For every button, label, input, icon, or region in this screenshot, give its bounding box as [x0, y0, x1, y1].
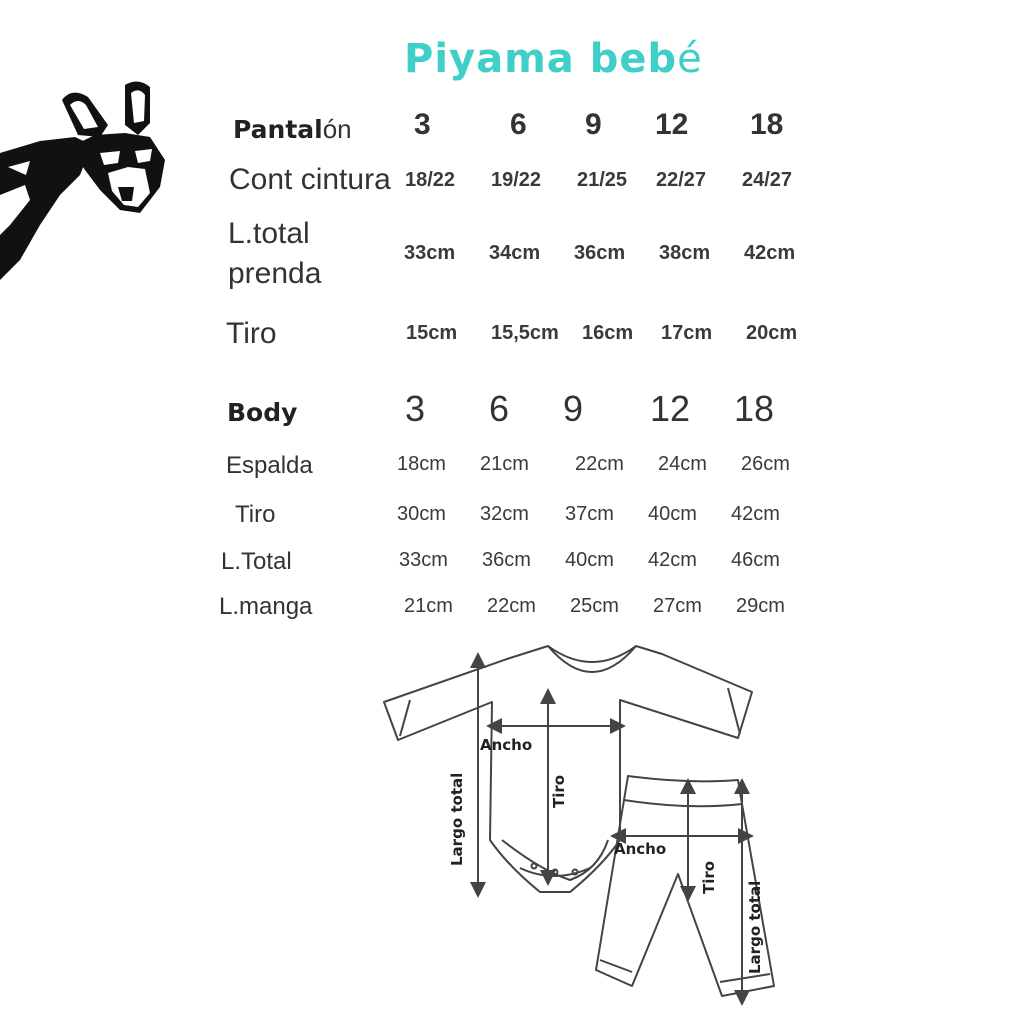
- deer-illustration: [0, 75, 175, 285]
- body-heading: Body: [227, 398, 298, 427]
- body-size-6: 6: [489, 388, 510, 429]
- cell: 33cm: [404, 242, 456, 264]
- cell: 21/25: [577, 169, 628, 191]
- cell: 42cm: [648, 549, 697, 571]
- pantalon-heading: Pantalón: [233, 114, 352, 144]
- row-label-cont-cintura: Cont cintura: [229, 163, 391, 196]
- cell: 29cm: [736, 595, 785, 617]
- cell: 18cm: [397, 453, 446, 475]
- cell: 20cm: [746, 322, 798, 344]
- bodysuit-outline: [384, 646, 752, 892]
- cell: 15cm: [406, 322, 458, 344]
- cell: 24cm: [658, 453, 707, 475]
- row-label-tiro: Tiro: [226, 317, 277, 350]
- cell: 38cm: [659, 242, 711, 264]
- cell: 19/22: [491, 169, 542, 191]
- pantalon-size-12: 12: [655, 108, 689, 141]
- body-largo-label: Largo total: [448, 772, 466, 866]
- body-size-18: 18: [734, 388, 775, 429]
- cell: 40cm: [648, 503, 697, 525]
- cell: 16cm: [582, 322, 634, 344]
- cell: 22cm: [487, 595, 536, 617]
- body-ancho-label: Ancho: [480, 736, 533, 754]
- cell: 46cm: [731, 549, 780, 571]
- row-label-tiro: Tiro: [235, 501, 276, 528]
- cell: 34cm: [489, 242, 541, 264]
- row-label-espalda: Espalda: [226, 452, 313, 479]
- cell: 30cm: [397, 503, 446, 525]
- row-label-ltotal: L.Total: [221, 548, 292, 575]
- row-label-ltotal-line1: L.total: [228, 217, 310, 250]
- cell: 36cm: [574, 242, 626, 264]
- cell: 37cm: [565, 503, 614, 525]
- body-size-12: 12: [650, 388, 691, 429]
- pantalon-size-6: 6: [510, 108, 527, 141]
- cell: 32cm: [480, 503, 529, 525]
- cell: 36cm: [482, 549, 531, 571]
- garment-diagram: [370, 640, 790, 1010]
- cell: 33cm: [399, 549, 448, 571]
- cell: 17cm: [661, 322, 713, 344]
- pantalon-size-18: 18: [750, 108, 784, 141]
- body-size-3: 3: [405, 388, 426, 429]
- cell: 15,5cm: [491, 322, 559, 344]
- cell: 21cm: [480, 453, 529, 475]
- pants-ancho-label: Ancho: [614, 840, 667, 858]
- cell: 26cm: [741, 453, 790, 475]
- cell: 25cm: [570, 595, 619, 617]
- row-label-ltotal-line2: prenda: [228, 257, 322, 290]
- body-tiro-label: Tiro: [550, 774, 568, 808]
- pants-tiro-label: Tiro: [700, 860, 718, 894]
- body-size-9: 9: [563, 388, 584, 429]
- cell: 42cm: [744, 242, 796, 264]
- cell: 24/27: [742, 169, 793, 191]
- cell: 18/22: [405, 169, 456, 191]
- pants-largo-label: Largo total: [746, 880, 764, 974]
- row-label-lmanga: L.manga: [219, 593, 313, 620]
- cell: 22/27: [656, 169, 707, 191]
- cell: 27cm: [653, 595, 702, 617]
- cell: 22cm: [575, 453, 624, 475]
- cell: 21cm: [404, 595, 453, 617]
- page-title: Piyama bebé: [404, 36, 703, 82]
- cell: 42cm: [731, 503, 780, 525]
- pantalon-size-3: 3: [414, 108, 431, 141]
- cell: 40cm: [565, 549, 614, 571]
- pantalon-size-9: 9: [585, 108, 602, 141]
